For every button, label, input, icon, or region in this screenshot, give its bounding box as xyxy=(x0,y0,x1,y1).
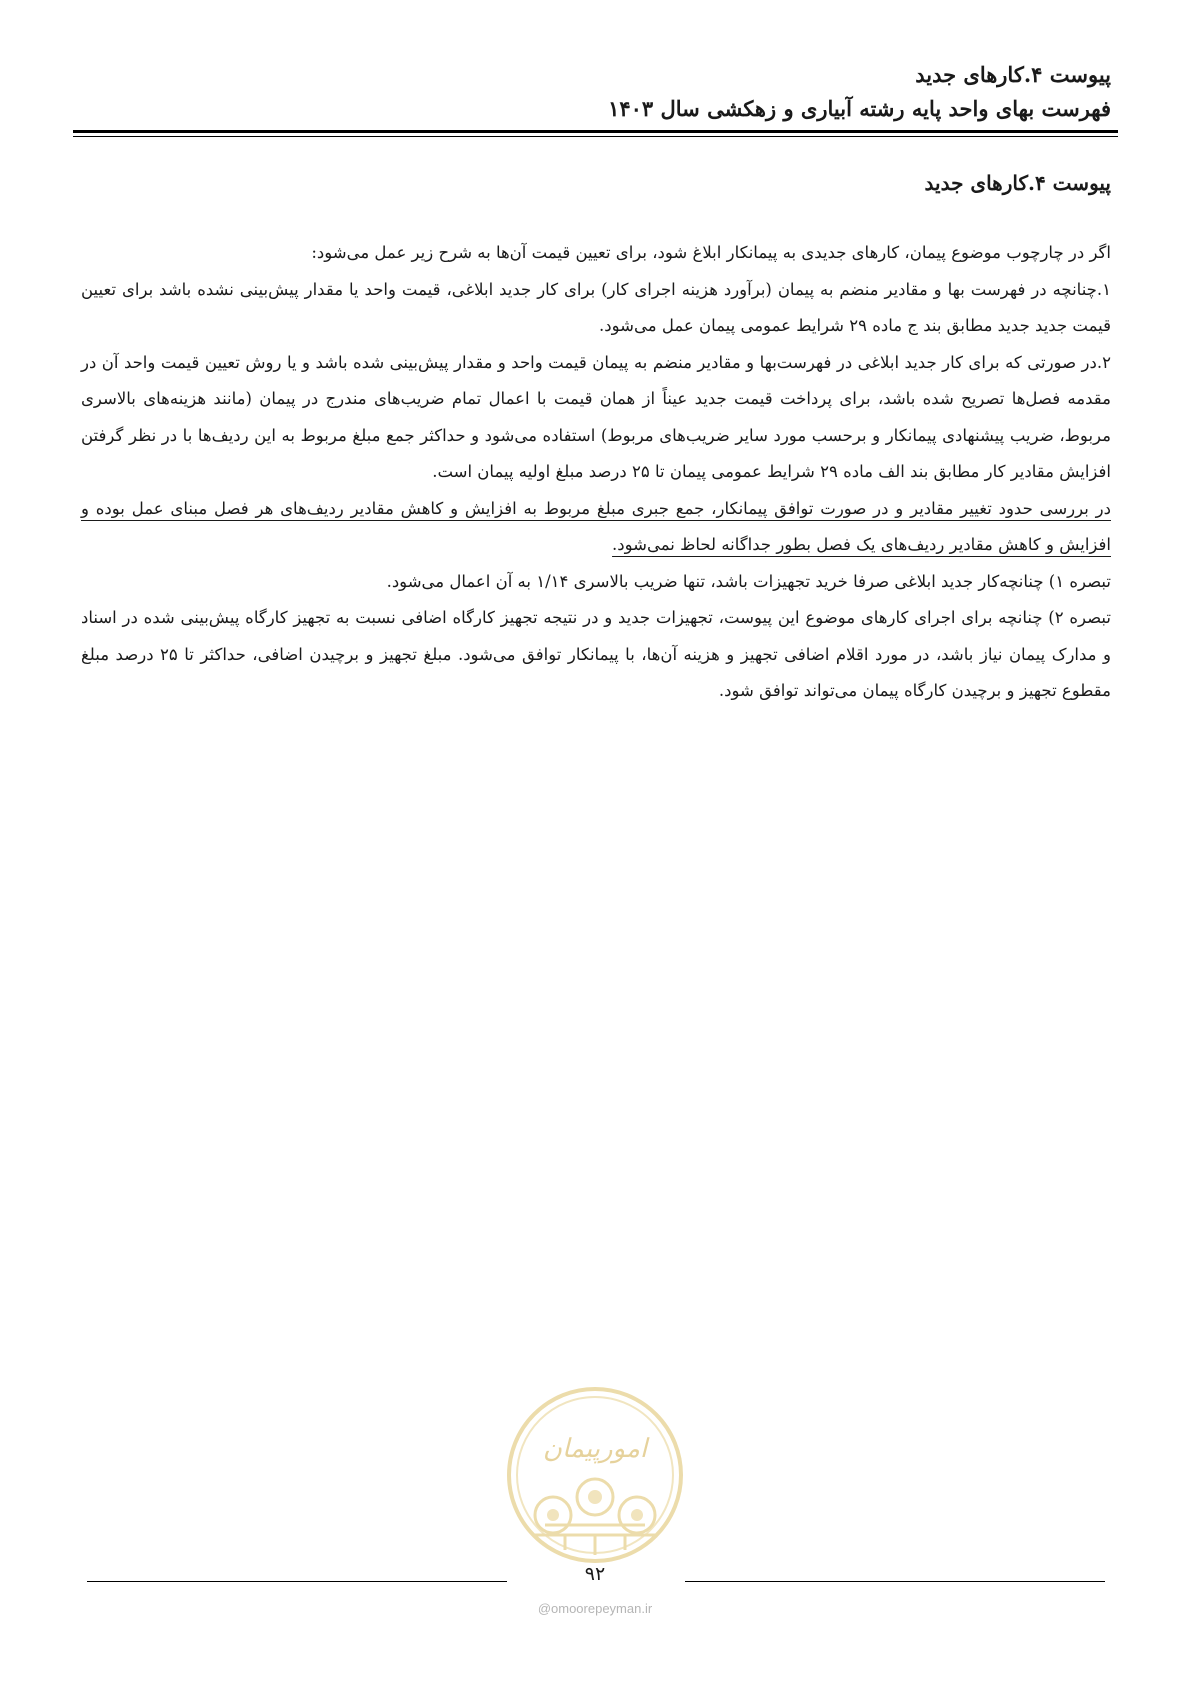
note-1-paragraph: تبصره ۱) چنانچه‌کار جدید ابلاغی صرفا خرید تجهیزات باشد، تنها ضریب بالاسری ۱/۱۴ به آن اعمال می‌شود. xyxy=(386,571,1111,591)
item-1-paragraph: ۱.چنانچه در فهرست بها و مقادیر منضم به پیمان (برآورد هزینه اجرای کار) برای کار جدید ابلاغی، قیمت واحد یا مقدار پیش‌بینی نشده باشد برای تعیین قیمت جدید جدید مطابق بند ج ماده ۲۹ شرایط عمومی پیمان عمل می‌شود. xyxy=(81,279,1111,335)
page-header xyxy=(81,58,1111,126)
watermark-emblem-icon xyxy=(505,1385,685,1565)
header-appendix-title: پیوست ۴.کارهای جدید xyxy=(915,62,1111,87)
body-text xyxy=(81,235,1111,710)
site-url: @omoorepeyman.ir xyxy=(537,1601,653,1616)
underlined-paragraph: در بررسی حدود تغییر مقادیر و در صورت توافق پیمانکار، جمع جبری مبلغ مربوط به افزایش و کاهش مقادیر ردیف‌های هر فصل مبنای عمل بوده و افزایش و کاهش مقادیر ردیف‌های یک فصل بطور جداگانه لحاظ نمی‌شود. xyxy=(81,498,1111,554)
item-2-paragraph: ۲.در صورتی که برای کار جدید ابلاغی در فهرست‌بها و مقادیر منضم به پیمان قیمت واحد و مقدار پیش‌بینی شده باشد و یا روش تعیین قیمت واحد آن در مقدمه فصل‌ها تصریح شده باشد، برای پرداخت قیمت جدید عیناً از همان قیمت با اعمال تمام ضریب‌های مندرج در پیمان (مانند هزینه‌های بالاسری مربوط، ضریب پیشنهادی پیمانکار و برحسب مورد سایر ضریب‌های مربوط) استفاده می‌شود و حداکثر جمع مبلغ مربوط به این ردیف‌ها با در نظر گرفتن افزایش مقادیر کار مطابق بند الف ماده ۲۹ شرایط عمومی پیمان تا ۲۵ درصد مبلغ اولیه پیمان است. xyxy=(81,352,1111,481)
note-2-paragraph: تبصره ۲) چنانچه برای اجرای کارهای موضوع این پیوست، تجهیزات جدید و در نتیجه تجهیز کارگاه اضافی نسبت به تجهیز کارگاه پیش‌بینی شده در اسناد و مدارک پیمان نیاز باشد، در مورد اقلام اضافی تجهیز و هزینه آن‌ها، با پیمانکار توافق می‌شود. مبلغ تجهیز و برچیدن اضافی، حداکثر تا ۲۵ درصد مبلغ مقطوع تجهیز و برچیدن کارگاه پیمان می‌تواند توافق شود. xyxy=(81,608,1112,700)
header-rule-thick xyxy=(73,130,1118,133)
intro-paragraph: اگر در چارچوب موضوع پیمان، کارهای جدیدی به پیمانکار ابلاغ شود، برای تعیین قیمت آن‌ها به شرح زیر عمل می‌شود: xyxy=(311,243,1111,262)
footer-rule-left xyxy=(87,1581,507,1582)
section-title: پیوست ۴.کارهای جدید xyxy=(924,171,1111,195)
watermark-logo xyxy=(505,1385,685,1565)
page-number: ۹۲ xyxy=(584,1563,606,1585)
header-rule-thin xyxy=(73,136,1118,137)
watermark-logo-text: امورپیمان xyxy=(542,1434,648,1464)
header-document-title: فهرست بهای واحد پایه رشته آبیاری و زهکشی سال ۱۴۰۳ xyxy=(608,96,1111,121)
footer-rule-right xyxy=(685,1581,1105,1582)
